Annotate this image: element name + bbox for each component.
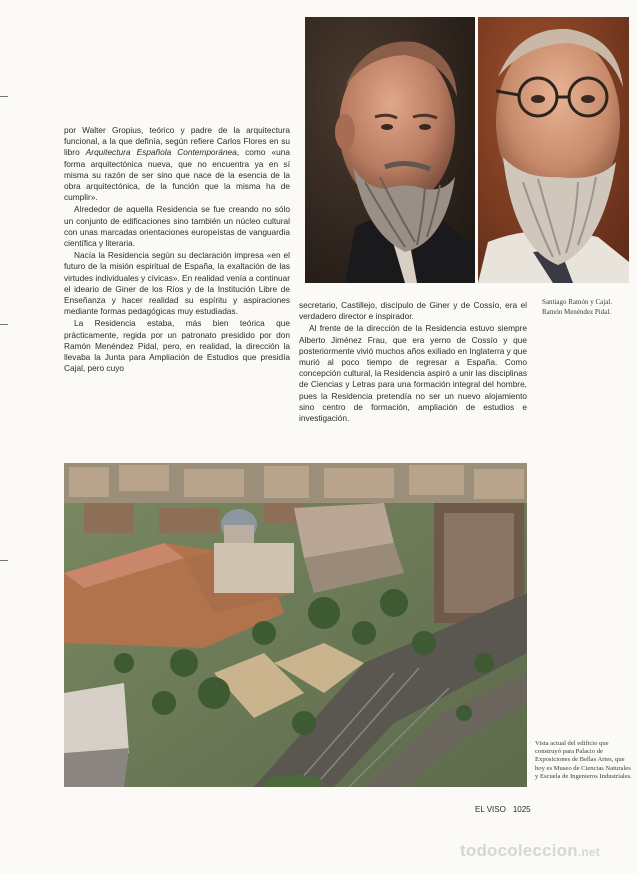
portrait-photo-cajal — [305, 17, 475, 283]
aerial-photo-museum — [64, 463, 527, 787]
paragraph: Nacía la Residencia según su declaración impresa «en el futuro de la misión espiritual de España, la exaltación de las virtudes individuales y cívicas». En realidad venía a continuar el ideario de Giner de los Ríos y de la Institución Libre de Enseñanza y hacer realidad su espíritu y aspiraciones mediante formas pedagógicas muy estudiadas. — [64, 250, 290, 317]
page-folio — [475, 805, 531, 814]
magazine-name: EL VISO — [475, 805, 506, 814]
paragraph: Al frente de la dirección de la Residencia estuvo siempre Alberto Jiménez Frau, que era yerno de Cossío y que posteriormente vivió muchos años exiliado en Inglaterra y que murió al poco tiempo de regresar a España. Como concepción cultural, la Residencia aspiró a unir las disciplinas de Ciencias y Letras para una formación integral del hombre, pues la Residencia pretendía no ser un nuevo alojamiento sino centro de formación, ampliación de estudios e investigación. — [299, 323, 527, 424]
paragraph: por Walter Gropius, teórico y padre de la arquitectura funcional, a la que definía, según refiere Carlos Flores en su libro Arquitectura Española Contemporánea, como «una forma arquitectónica nueva, que no encuentra ya en sí misma su razón de ser sino que nace de la esencia de la obra arquitectónica, de la función que la misma ha de cumplir». — [64, 125, 290, 203]
watermark-name: todocoleccion — [460, 841, 578, 860]
aerial-photo-caption: Vista actual del edificio que construyó para Palacio de Exposiciones de Bellas Artes, que hoy es Museo de Ciencias Naturales y Escuela de Ingenieros Industriales. — [535, 740, 632, 780]
article-column-2 — [299, 300, 527, 425]
watermark — [460, 841, 600, 861]
article-column-1 — [64, 125, 290, 375]
paragraph: secretario, Castillejo, discípulo de Giner y de Cossío, era el verdadero director e inspirador. — [299, 300, 527, 322]
watermark-domain: .net — [577, 845, 600, 859]
caption-line: Santiago Ramón y Cajal. — [542, 298, 612, 306]
edge-mark — [0, 324, 8, 325]
page-number: 1025 — [512, 805, 531, 814]
edge-mark — [0, 96, 8, 97]
portraits-caption — [542, 297, 632, 317]
caption-line: Ramón Menéndez Pidal. — [542, 308, 612, 316]
paragraph: Alrededor de aquella Residencia se fue creando no sólo un conjunto de edificaciones sino también un núcleo cultural con unas marcadas orientaciones europeístas de vanguardia científica y literaria. — [64, 204, 290, 249]
paragraph: La Residencia estaba, más bien teórica que prácticamente, regida por un patronato presidido por don Ramón Menéndez Pidal, pero, en realidad, la dirección la llevaba la Junta para Ampliación de Estudios que presidía Cajal, pero cuyo — [64, 318, 290, 374]
portrait-photo-menendez-pidal — [478, 17, 629, 283]
edge-mark — [0, 560, 8, 561]
